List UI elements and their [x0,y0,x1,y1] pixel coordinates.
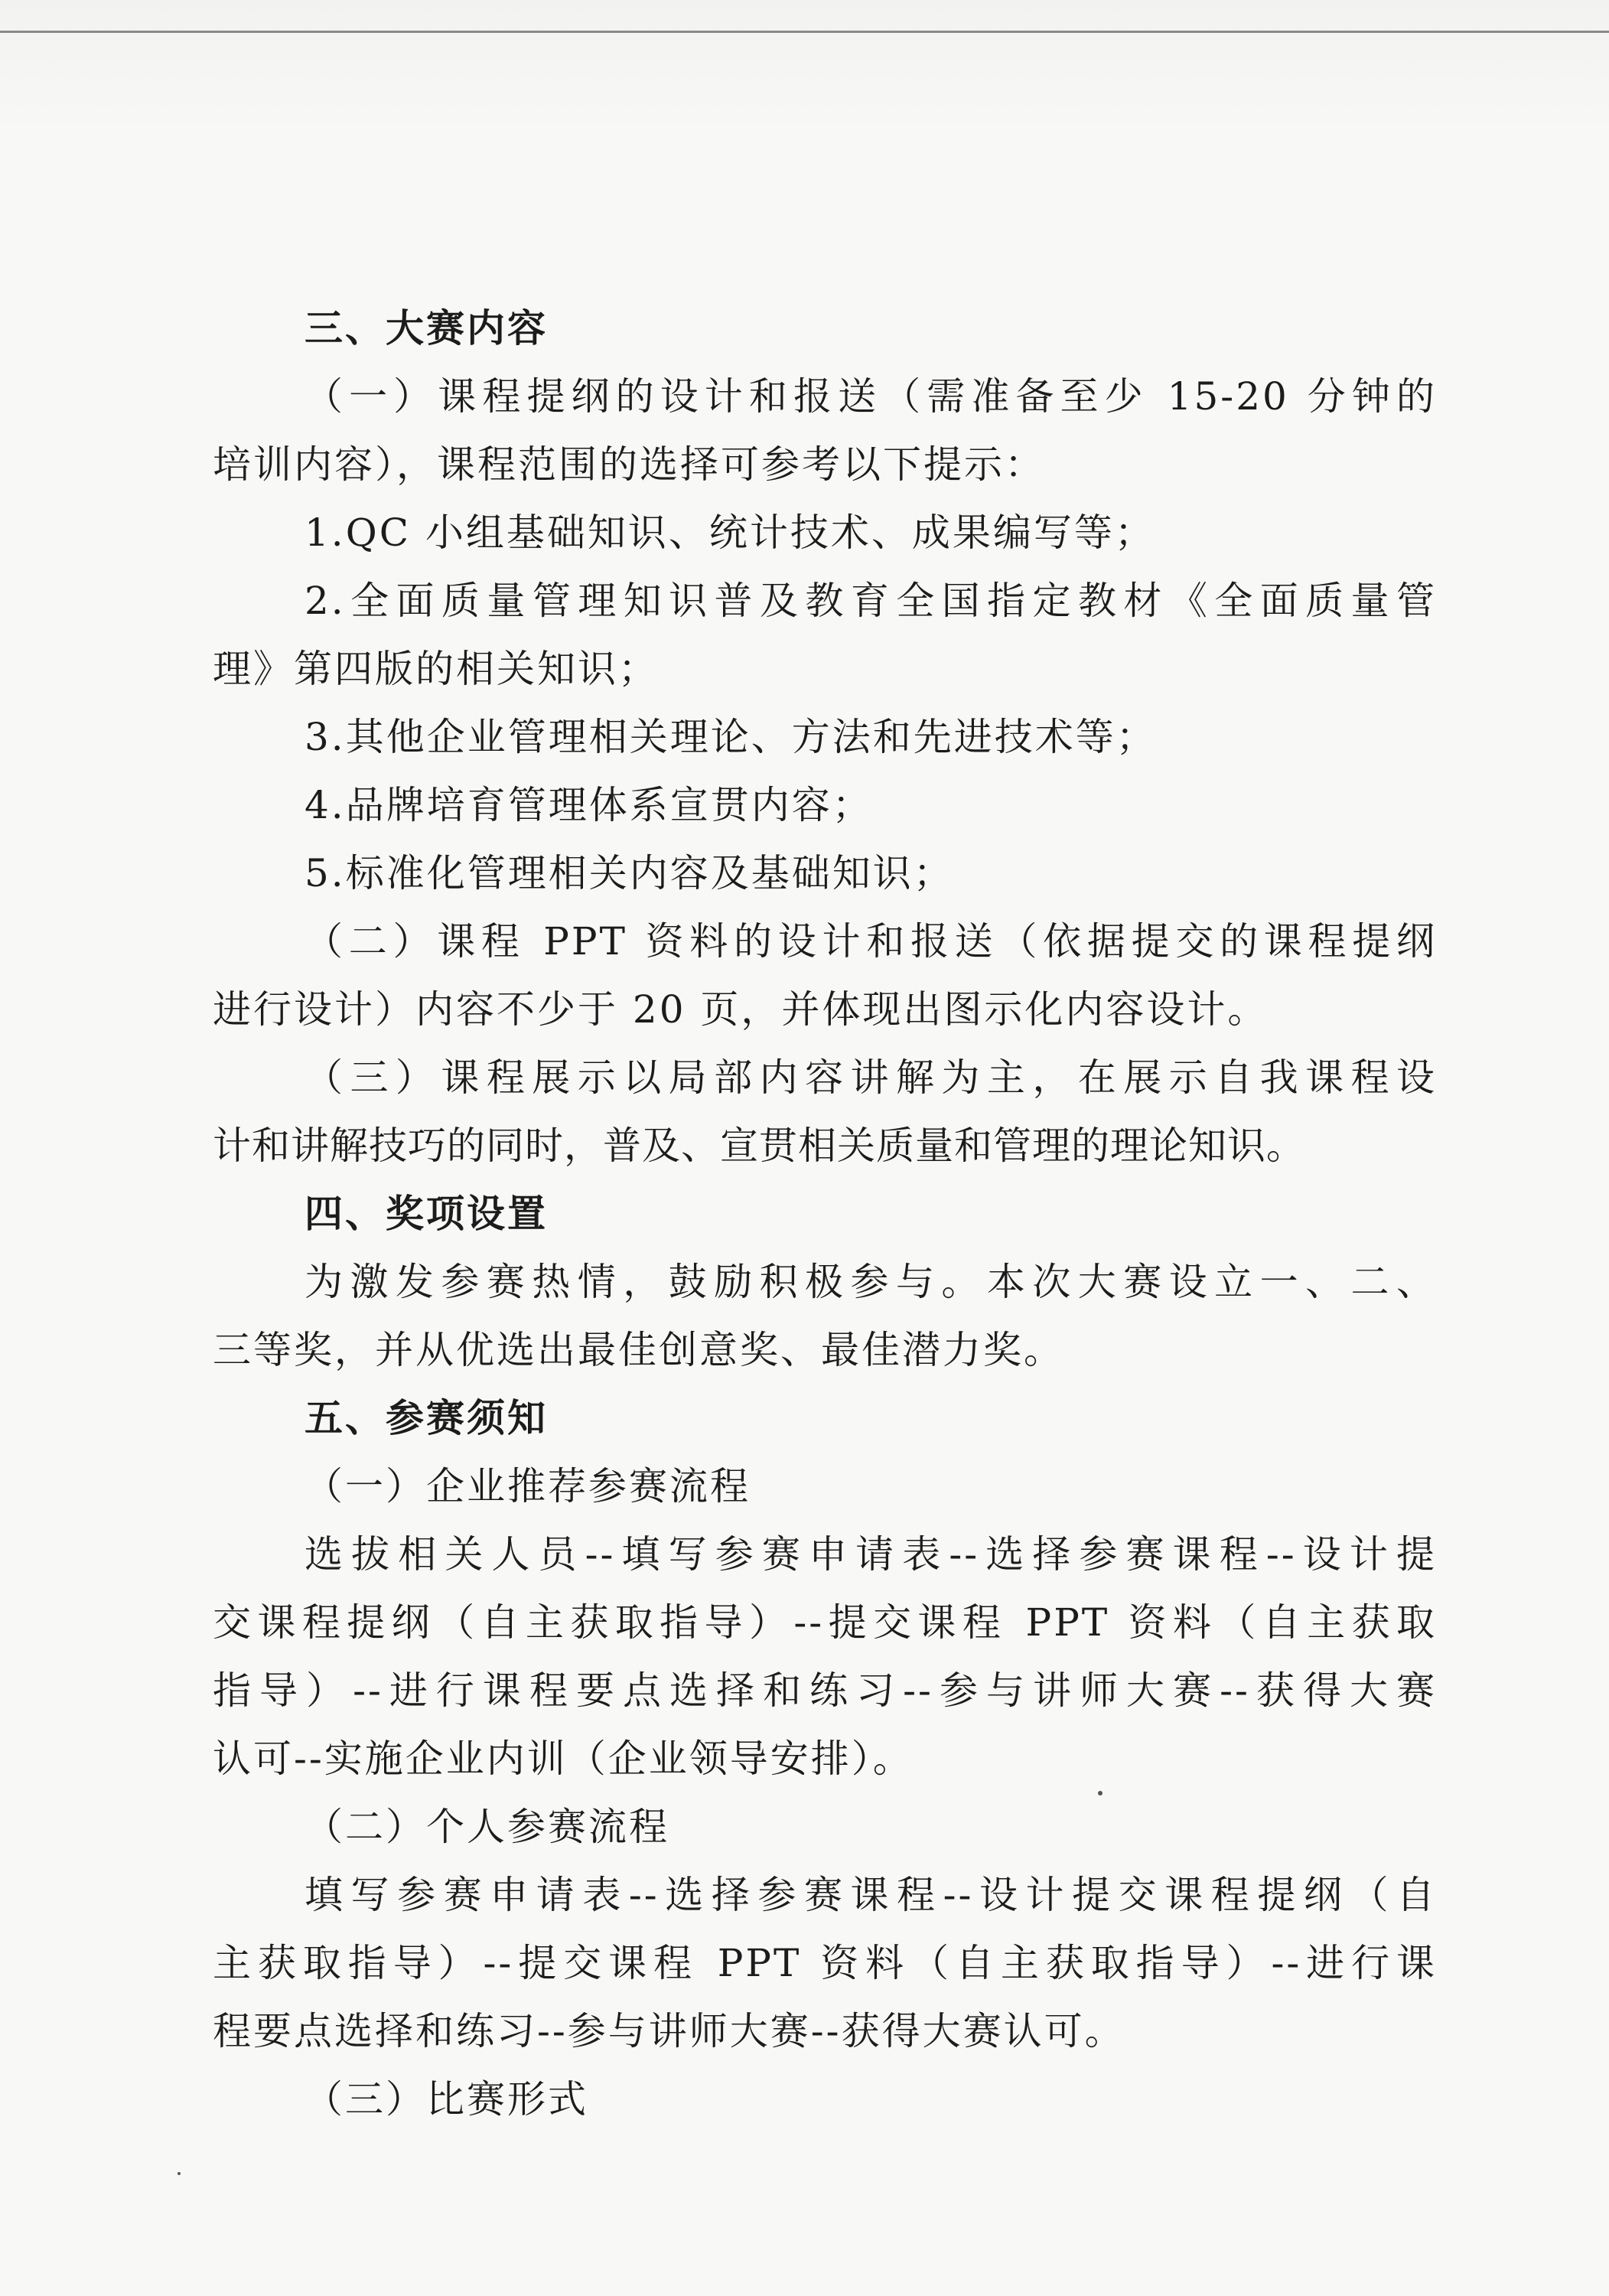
section5-sub1-line2: 交课程提纲（自主获取指导）--提交课程 PPT 资料（自主获取 [213,1600,1437,1645]
section3-tip4: 4.品牌培育管理体系宣贯内容； [305,783,873,827]
section5-sub2-line3: 程要点选择和练习--参与讲师大赛--获得大赛认可。 [213,2009,1125,2053]
section3-item2-line2: 进行设计）内容不少于 20 页，并体现出图示化内容设计。 [213,987,1269,1032]
section3-tip2-line2: 理》第四版的相关知识； [213,647,659,691]
section4-paragraph-line1: 为激发参赛热情，鼓励积极参与。本次大赛设立一、二、 [305,1260,1437,1304]
section5-sub2-line1: 填写参赛申请表--选择参赛课程--设计提交课程提纲（自 [305,1873,1437,1917]
document-body [213,295,1437,2134]
scan-speck [178,2172,181,2175]
section4-paragraph-line2: 三等奖，并从优选出最佳创意奖、最佳潜力奖。 [213,1328,1064,1372]
section3-item3-line2: 计和讲解技巧的同时，普及、宣贯相关质量和管理的理论知识。 [213,1124,1305,1168]
section5-subheading-1: （一）企业推荐参赛流程 [305,1464,751,1508]
section5-sub1-line4: 认可--实施企业内训（企业领导安排）。 [213,1737,914,1781]
section5-sub2-line2: 主获取指导）--提交课程 PPT 资料（自主获取指导）--进行课 [213,1941,1437,1985]
section3-item2-line1: （二）课程 PPT 资料的设计和报送（依据提交的课程提纲 [305,919,1437,964]
section3-item3-line1: （三）课程展示以局部内容讲解为主，在展示自我课程设 [305,1055,1437,1100]
section3-tip5: 5.标准化管理相关内容及基础知识； [305,851,954,895]
section3-item1-line1: （一）课程提纲的设计和报送（需准备至少 15-20 分钟的 [305,374,1437,419]
section5-subheading-3: （三）比赛形式 [305,2077,588,2122]
section-heading-5: 五、参赛须知 [305,1396,548,1440]
section3-tip2-line1: 2.全面质量管理知识普及教育全国指定教材《全面质量管 [305,579,1437,623]
section3-tip1: 1.QC 小组基础知识、统计技术、成果编写等； [305,510,1155,555]
scan-speck [1098,1791,1103,1795]
section5-sub1-line1: 选拔相关人员--填写参赛申请表--选择参赛课程--设计提 [305,1532,1437,1577]
section-heading-3: 三、大赛内容 [305,306,548,351]
scan-top-edge [0,31,1609,33]
section3-tip3: 3.其他企业管理相关理论、方法和先进技术等； [305,715,1157,759]
section3-item1-line2: 培训内容），课程范围的选择可参考以下提示： [213,442,1045,487]
section-heading-4: 四、奖项设置 [305,1192,548,1236]
section5-sub1-line3: 指导）--进行课程要点选择和练习--参与讲师大赛--获得大赛 [213,1668,1437,1713]
section5-subheading-2: （二）个人参赛流程 [305,1805,669,1849]
